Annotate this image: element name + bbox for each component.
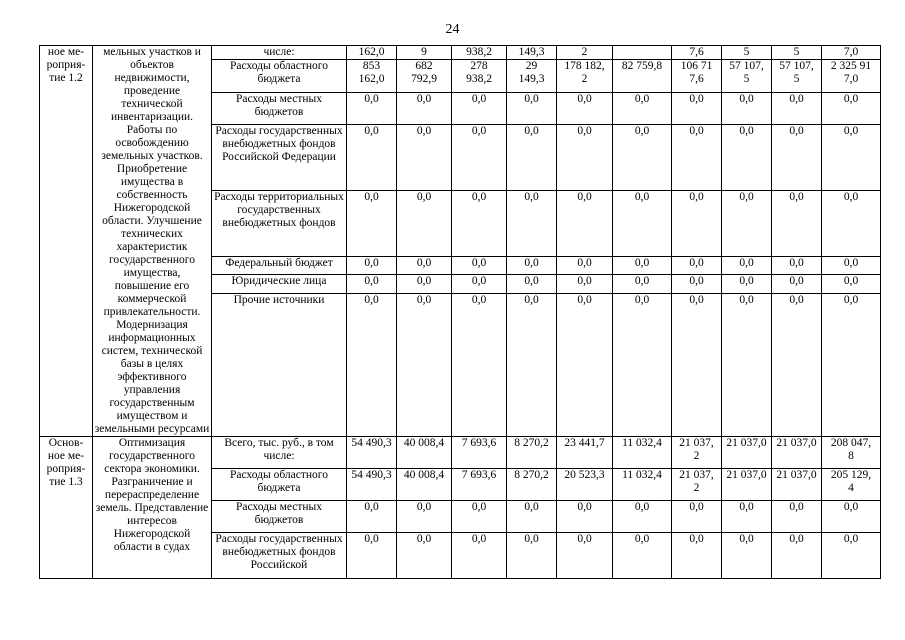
value-cell: 0,0 — [347, 533, 397, 579]
value-cell: 0,0 — [672, 533, 722, 579]
value-cell: 54 490,3 — [347, 437, 397, 469]
value-cell: 178 182, 2 — [557, 60, 613, 92]
value-cell: 11 032,4 — [613, 469, 672, 501]
value-cell: 0,0 — [613, 125, 672, 191]
value-cell: 57 107, 5 — [722, 60, 772, 92]
table-row — [40, 46, 881, 60]
value-cell: 0,0 — [672, 191, 722, 257]
page-number: 24 — [445, 22, 460, 37]
value-cell: 0,0 — [772, 92, 822, 124]
value-cell: 29 149,3 — [507, 60, 557, 92]
value-cell: 0,0 — [397, 501, 452, 533]
value-cell: 0,0 — [613, 501, 672, 533]
value-cell: 0,0 — [672, 501, 722, 533]
value-cell: 0,0 — [557, 125, 613, 191]
funding-source-cell: Расходы местных бюджетов — [212, 92, 347, 124]
activity-cell: ное ме- роприя- тие 1.2 — [40, 46, 93, 437]
funding-source-cell: Федеральный бюджет — [212, 257, 347, 275]
value-cell — [613, 46, 672, 60]
value-cell: 5 — [722, 46, 772, 60]
value-cell: 0,0 — [772, 501, 822, 533]
value-cell: 0,0 — [722, 501, 772, 533]
value-cell: 853 162,0 — [347, 60, 397, 92]
budget-table — [39, 45, 881, 579]
value-cell: 0,0 — [452, 92, 507, 124]
value-cell: 0,0 — [507, 275, 557, 293]
value-cell: 0,0 — [557, 293, 613, 436]
value-cell: 21 037,0 — [722, 437, 772, 469]
value-cell: 0,0 — [452, 533, 507, 579]
value-cell: 0,0 — [613, 533, 672, 579]
value-cell: 0,0 — [672, 257, 722, 275]
value-cell: 23 441,7 — [557, 437, 613, 469]
funding-source-cell: Расходы областного бюджета — [212, 469, 347, 501]
value-cell: 0,0 — [672, 275, 722, 293]
value-cell: 0,0 — [722, 92, 772, 124]
funding-source-cell: Расходы местных бюджетов — [212, 501, 347, 533]
value-cell: 0,0 — [722, 293, 772, 436]
value-cell: 938,2 — [452, 46, 507, 60]
funding-source-cell: числе: — [212, 46, 347, 60]
value-cell: 0,0 — [613, 92, 672, 124]
value-cell: 9 — [397, 46, 452, 60]
value-cell: 0,0 — [822, 501, 881, 533]
value-cell: 0,0 — [557, 191, 613, 257]
value-cell: 7 693,6 — [452, 437, 507, 469]
value-cell: 0,0 — [397, 533, 452, 579]
value-cell: 0,0 — [822, 293, 881, 436]
value-cell: 0,0 — [722, 125, 772, 191]
value-cell: 0,0 — [613, 275, 672, 293]
value-cell: 21 037, 2 — [672, 437, 722, 469]
value-cell: 0,0 — [507, 293, 557, 436]
value-cell: 0,0 — [557, 275, 613, 293]
value-cell: 0,0 — [507, 533, 557, 579]
value-cell: 0,0 — [507, 257, 557, 275]
value-cell: 0,0 — [772, 125, 822, 191]
value-cell: 0,0 — [397, 293, 452, 436]
value-cell: 0,0 — [613, 293, 672, 436]
value-cell: 2 325 91 7,0 — [822, 60, 881, 92]
value-cell: 0,0 — [772, 257, 822, 275]
value-cell: 0,0 — [822, 191, 881, 257]
value-cell: 0,0 — [397, 257, 452, 275]
value-cell: 0,0 — [722, 533, 772, 579]
value-cell: 0,0 — [507, 125, 557, 191]
value-cell: 205 129, 4 — [822, 469, 881, 501]
value-cell: 0,0 — [452, 275, 507, 293]
funding-source-cell: Расходы территориальных государственных внебюджетных фондов — [212, 191, 347, 257]
value-cell: 208 047, 8 — [822, 437, 881, 469]
value-cell: 0,0 — [347, 191, 397, 257]
value-cell: 7,6 — [672, 46, 722, 60]
value-cell: 54 490,3 — [347, 469, 397, 501]
funding-source-cell: Расходы государственных внебюджетных фондов Российской — [212, 533, 347, 579]
value-cell: 0,0 — [822, 92, 881, 124]
value-cell: 0,0 — [397, 92, 452, 124]
value-cell: 682 792,9 — [397, 60, 452, 92]
value-cell: 8 270,2 — [507, 469, 557, 501]
value-cell: 7 693,6 — [452, 469, 507, 501]
value-cell: 0,0 — [557, 501, 613, 533]
funding-source-cell: Расходы областного бюджета — [212, 60, 347, 92]
value-cell: 0,0 — [772, 275, 822, 293]
value-cell: 0,0 — [822, 125, 881, 191]
value-cell: 0,0 — [722, 275, 772, 293]
value-cell: 2 — [557, 46, 613, 60]
value-cell: 0,0 — [672, 92, 722, 124]
description-cell: мельных участков и объектов недвижимости, проведение технической инвентаризации. Работы по освобождению земельных участков. Приобретение имущества в собственность Нижегородской области. Улучшение технических характеристик государственного имущества, повышение его коммерческой привлекательности. Модернизация информационных систем, технической базы в целях эффективного управления государственным имуществом и земельными ресурсами — [93, 46, 212, 437]
value-cell: 21 037,0 — [772, 469, 822, 501]
description-cell: Оптимизация государственного сектора экономики. Разграничение и перераспределение земель. Представление интересов Нижегородской области в судах — [93, 437, 212, 579]
value-cell: 106 71 7,6 — [672, 60, 722, 92]
value-cell: 0,0 — [397, 125, 452, 191]
value-cell: 0,0 — [772, 191, 822, 257]
funding-source-cell: Всего, тыс. руб., в том числе: — [212, 437, 347, 469]
value-cell: 0,0 — [613, 257, 672, 275]
value-cell: 0,0 — [347, 257, 397, 275]
value-cell: 0,0 — [822, 533, 881, 579]
value-cell: 0,0 — [507, 501, 557, 533]
value-cell: 149,3 — [507, 46, 557, 60]
value-cell: 0,0 — [507, 92, 557, 124]
value-cell: 0,0 — [672, 125, 722, 191]
value-cell: 0,0 — [557, 92, 613, 124]
value-cell: 0,0 — [772, 533, 822, 579]
value-cell: 0,0 — [347, 293, 397, 436]
funding-source-cell: Юридические лица — [212, 275, 347, 293]
value-cell: 0,0 — [452, 125, 507, 191]
value-cell: 20 523,3 — [557, 469, 613, 501]
value-cell: 7,0 — [822, 46, 881, 60]
value-cell: 0,0 — [397, 275, 452, 293]
funding-source-cell: Расходы государственных внебюджетных фондов Российской Федерации — [212, 125, 347, 191]
value-cell: 0,0 — [722, 191, 772, 257]
value-cell: 57 107, 5 — [772, 60, 822, 92]
funding-source-cell: Прочие источники — [212, 293, 347, 436]
value-cell: 0,0 — [557, 533, 613, 579]
value-cell: 40 008,4 — [397, 469, 452, 501]
activity-cell: Основ- ное ме- роприя- тие 1.3 — [40, 437, 93, 579]
value-cell: 0,0 — [397, 191, 452, 257]
value-cell: 0,0 — [722, 257, 772, 275]
value-cell: 0,0 — [822, 257, 881, 275]
value-cell: 8 270,2 — [507, 437, 557, 469]
value-cell: 21 037,0 — [722, 469, 772, 501]
value-cell: 0,0 — [822, 275, 881, 293]
value-cell: 0,0 — [347, 501, 397, 533]
value-cell: 0,0 — [507, 191, 557, 257]
value-cell: 0,0 — [347, 125, 397, 191]
value-cell: 0,0 — [613, 191, 672, 257]
value-cell: 5 — [772, 46, 822, 60]
value-cell: 11 032,4 — [613, 437, 672, 469]
value-cell: 0,0 — [452, 501, 507, 533]
value-cell: 0,0 — [347, 275, 397, 293]
value-cell: 21 037, 2 — [672, 469, 722, 501]
value-cell: 0,0 — [772, 293, 822, 436]
value-cell: 0,0 — [452, 191, 507, 257]
value-cell: 0,0 — [452, 257, 507, 275]
table-row — [40, 437, 881, 469]
value-cell: 0,0 — [557, 257, 613, 275]
value-cell: 21 037,0 — [772, 437, 822, 469]
value-cell: 0,0 — [347, 92, 397, 124]
value-cell: 0,0 — [452, 293, 507, 436]
value-cell: 82 759,8 — [613, 60, 672, 92]
value-cell: 162,0 — [347, 46, 397, 60]
value-cell: 278 938,2 — [452, 60, 507, 92]
value-cell: 0,0 — [672, 293, 722, 436]
value-cell: 40 008,4 — [397, 437, 452, 469]
